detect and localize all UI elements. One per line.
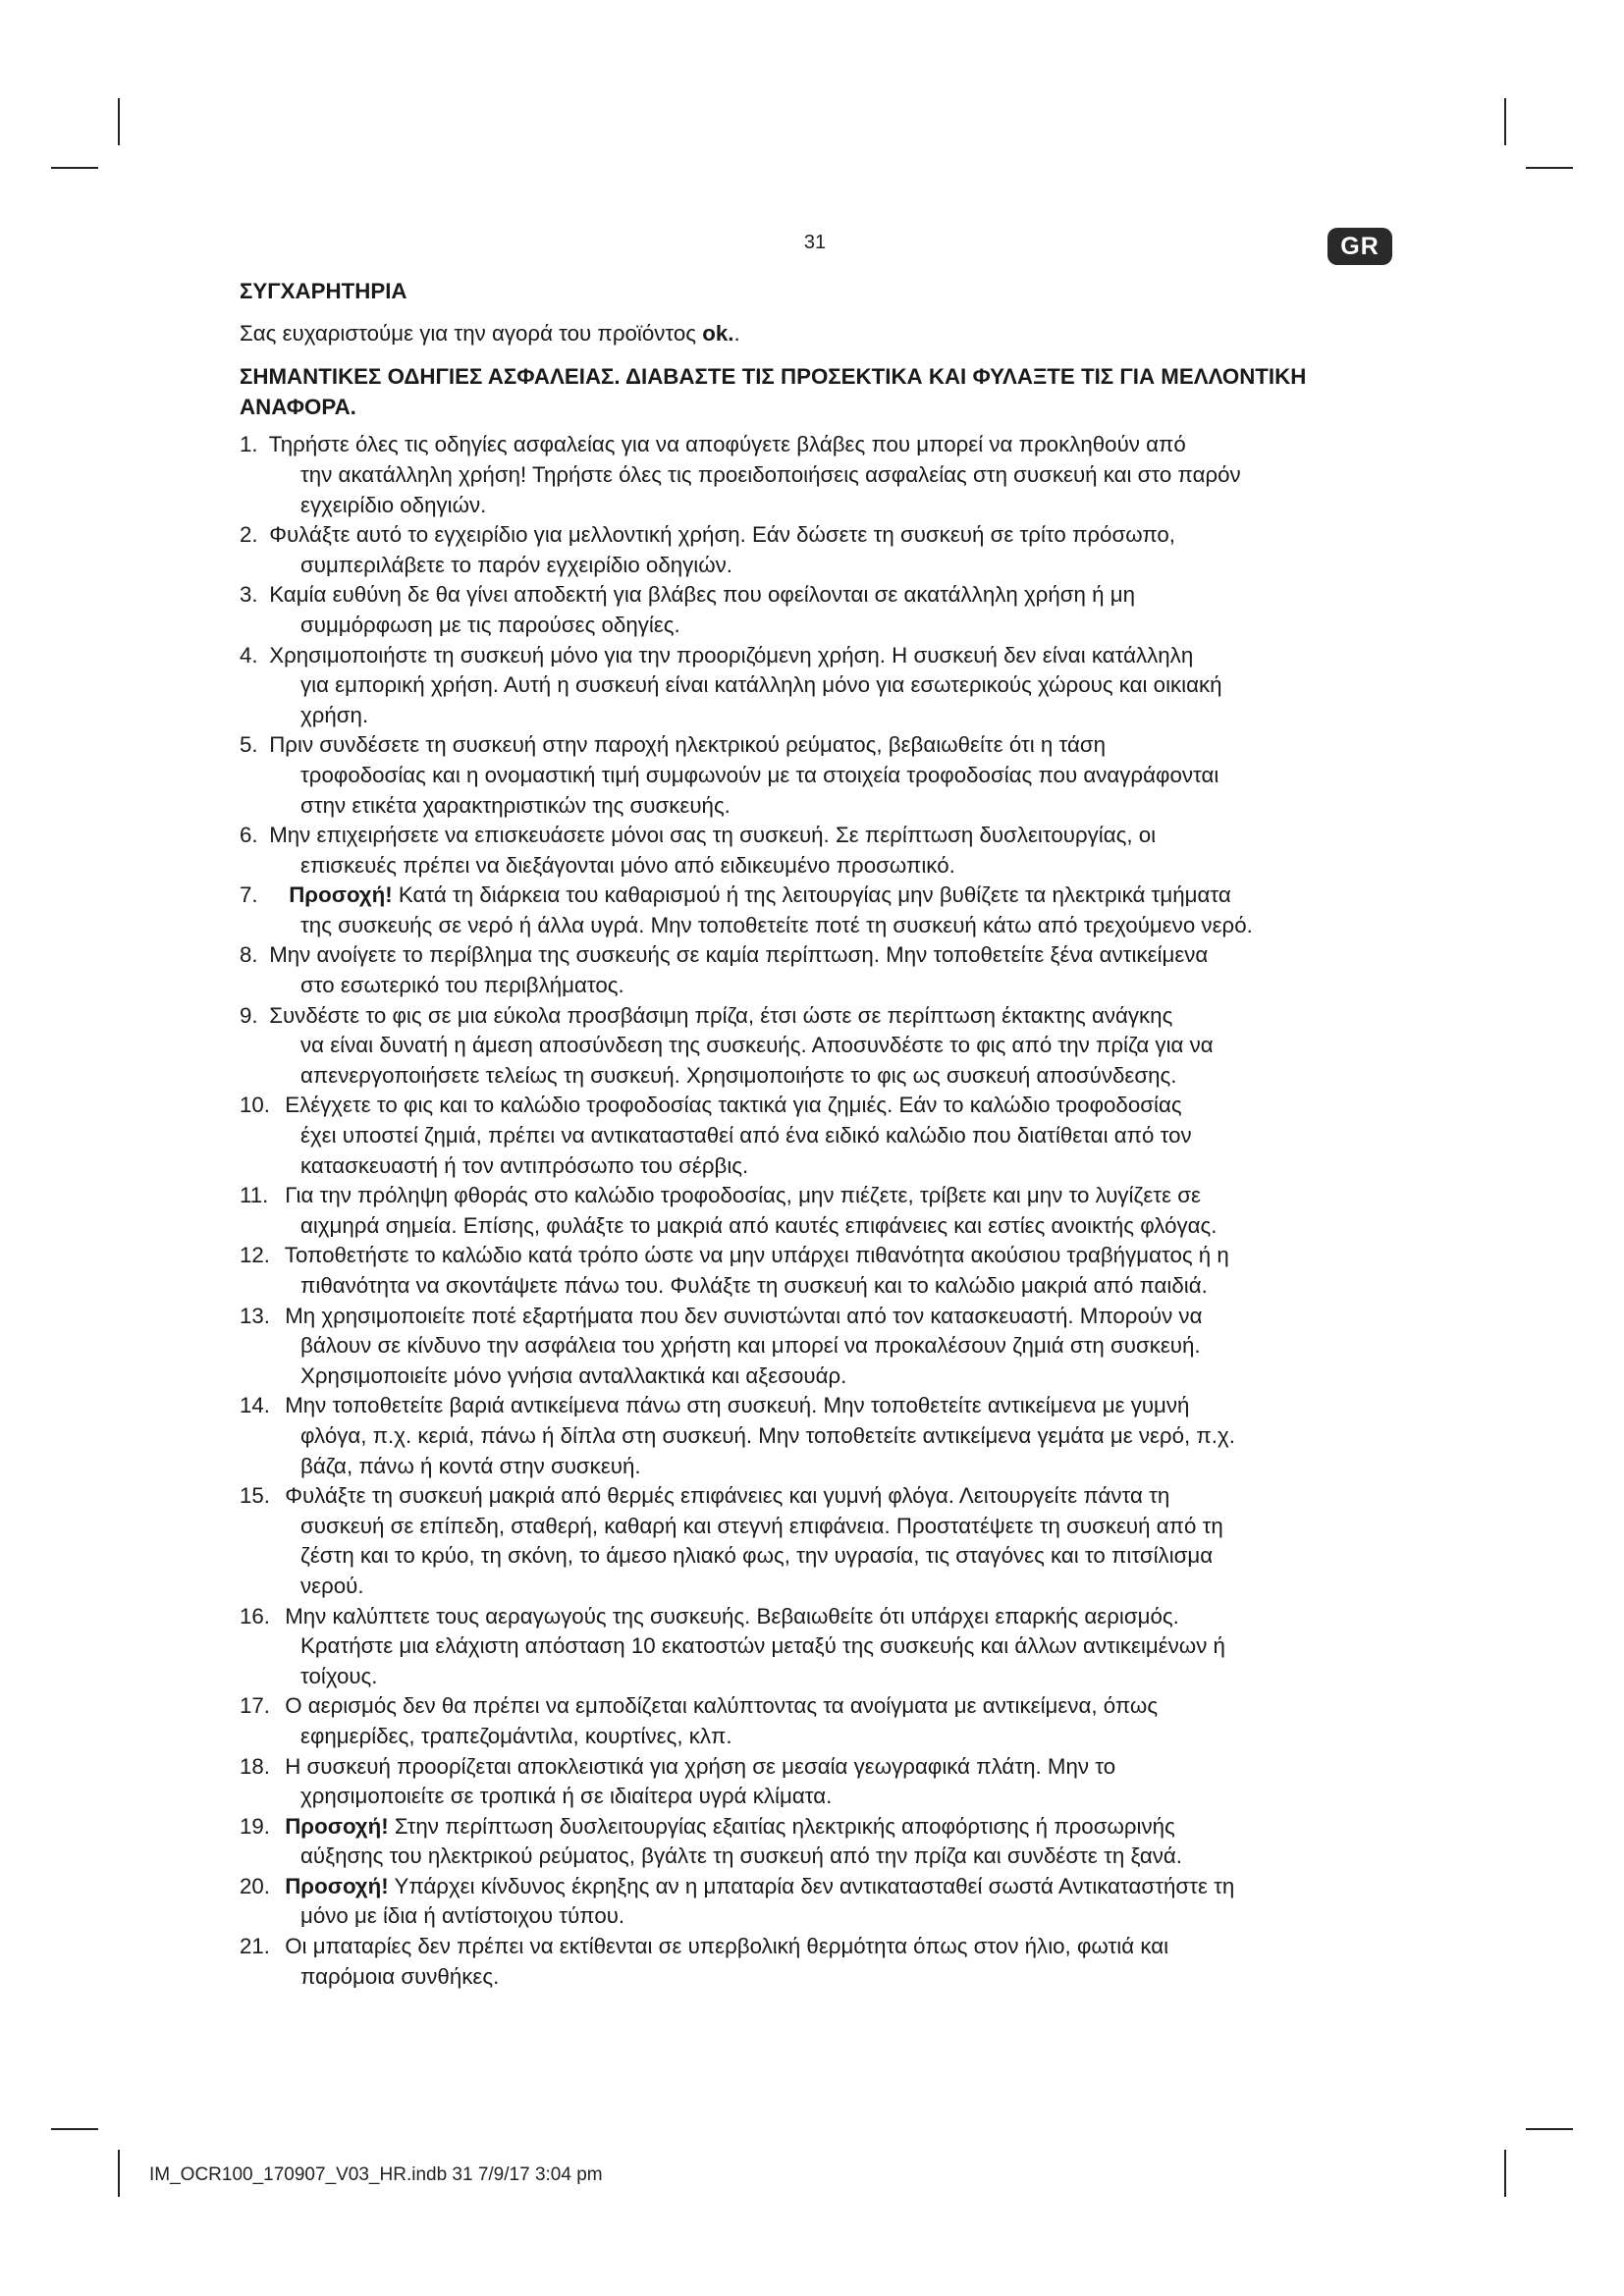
line-text: Καμία ευθύνη δε θα γίνει αποδεκτή για βλάβες που οφείλονται σε ακατάλληλη χρήση ή μη — [269, 582, 1135, 608]
warning-label: Προσοχή! — [289, 882, 393, 908]
line-text: Υπάρχει κίνδυνος έκρηξης αν η μπαταρία δεν αντικατασταθεί σωστά Αντικαταστήστε τη — [388, 1873, 1235, 1898]
line-text: Φυλάξτε τη συσκευή μακριά από θερμές επιφάνειες και γυμνή φλόγα. Λειτουργείτε πάντα τη — [285, 1483, 1170, 1509]
safety-item-continuation-line — [240, 1512, 1394, 1542]
crop-mark-top-right-horizontal — [1526, 167, 1573, 169]
safety-item-first-line — [240, 1241, 1394, 1271]
safety-item-continuation-line — [240, 911, 1394, 941]
safety-item-continuation-line — [240, 1901, 1394, 1932]
safety-item-continuation-line — [240, 1151, 1394, 1182]
line-text: να είναι δυνατή η άμεση αποσύνδεση της συσκευής. Αποσυνδέστε το φις από την πρίζα για να — [300, 1033, 1214, 1058]
safety-item — [240, 1752, 1394, 1812]
safety-item-continuation-line — [240, 460, 1394, 491]
line-text: Μην τοποθετείτε βαριά αντικείμενα πάνω στη συσκευή. Μην τοποθετείτε αντικείμενα με γυμνή — [285, 1393, 1190, 1418]
safety-item — [240, 430, 1394, 520]
item-number: 3. — [240, 582, 258, 608]
item-number: 19. — [240, 1813, 270, 1839]
safety-item-continuation-line — [240, 1662, 1394, 1692]
safety-item-first-line — [240, 1872, 1394, 1902]
safety-item — [240, 1691, 1394, 1751]
language-badge: GR — [1327, 228, 1392, 265]
warning-label: Προσοχή! — [285, 1873, 389, 1898]
line-text: βάζα, πάνω ή κοντά στην συσκευή. — [300, 1453, 641, 1478]
item-number: 12. — [240, 1243, 270, 1268]
item-number: 7. — [240, 882, 258, 908]
line-text: στο εσωτερικό του περιβλήματος. — [300, 973, 624, 998]
line-text: Ο αερισμός δεν θα πρέπει να εμποδίζεται καλύπτοντας τα ανοίγματα με αντικείμενα, όπως — [285, 1693, 1159, 1719]
safety-item-continuation-line — [240, 1842, 1394, 1872]
brand-name: ok. — [702, 320, 734, 346]
safety-item-continuation-line — [240, 1271, 1394, 1302]
safety-item-continuation-line — [240, 851, 1394, 881]
line-text: Συνδέστε το φις σε μια εύκολα προσβάσιμη πρίζα, έτσι ώστε σε περίπτωση έκτακτης ανάγκης — [269, 1002, 1173, 1028]
safety-item-first-line — [240, 1302, 1394, 1332]
item-number: 6. — [240, 823, 258, 848]
safety-item-continuation-line — [240, 791, 1394, 822]
line-text: παρόμοια συνθήκες. — [300, 1963, 500, 1989]
item-number: 1. — [240, 432, 258, 457]
line-text: Μην καλύπτετε τους αεραγωγούς της συσκευής. Βεβαιωθείτε ότι υπάρχει επαρκής αερισμός. — [285, 1603, 1179, 1629]
line-text: αιχμηρά σημεία. Επίσης, φυλάξτε το μακριά από καυτές επιφάνειες και εστίες ανοικτής φλόγας. — [300, 1212, 1218, 1238]
safety-item-first-line — [240, 1932, 1394, 1962]
safety-item-continuation-line — [240, 1211, 1394, 1242]
line-text: εφημερίδες, τραπεζομάντιλα, κουρτίνες, κλπ. — [300, 1723, 732, 1748]
safety-item-continuation-line — [240, 1031, 1394, 1061]
line-text: τοίχους. — [300, 1663, 378, 1688]
safety-item-continuation-line — [240, 1541, 1394, 1572]
line-text: Τοποθετήστε το καλώδιο κατά τρόπο ώστε να μην υπάρχει πιθανότητα ακούσιου τραβήγματος ή η — [284, 1243, 1229, 1268]
safety-instructions-list — [240, 430, 1394, 1992]
line-text: Στην περίπτωση δυσλειτουργίας εξαιτίας ηλεκτρικής αποφόρτισης ή προσωρινής — [388, 1813, 1175, 1839]
safety-item-continuation-line — [240, 701, 1394, 731]
safety-item — [240, 940, 1394, 1000]
line-text: Κατά τη διάρκεια του καθαρισμού ή της λειτουργίας μην βυθίζετε τα ηλεκτρικά τμήματα — [392, 882, 1231, 908]
line-text: μόνο με ίδια ή αντίστοιχου τύπου. — [300, 1903, 625, 1929]
line-text: επισκευές πρέπει να διεξάγονται μόνο από ειδικευμένο προσωπικό. — [300, 852, 955, 878]
line-text: Χρησιμοποιήστε τη συσκευή μόνο για την προοριζόμενη χρήση. Η συσκευή δεν είναι κατάλληλη — [269, 642, 1194, 667]
safety-item-continuation-line — [240, 1631, 1394, 1662]
safety-item-continuation-line — [240, 1572, 1394, 1602]
safety-item-first-line — [240, 1812, 1394, 1842]
safety-item-continuation-line — [240, 551, 1394, 581]
line-text: Τηρήστε όλες τις οδηγίες ασφαλείας για να αποφύγετε βλάβες που μπορεί να προκληθούν από — [268, 432, 1186, 457]
item-number: 13. — [240, 1303, 270, 1328]
safety-item — [240, 1872, 1394, 1932]
safety-item-continuation-line — [240, 761, 1394, 791]
safety-item-first-line — [240, 1091, 1394, 1121]
safety-item-continuation-line — [240, 670, 1394, 701]
crop-mark-bottom-left-horizontal — [51, 2128, 98, 2130]
item-number: 17. — [240, 1693, 270, 1719]
safety-item-continuation-line — [240, 971, 1394, 1001]
safety-item-continuation-line — [240, 611, 1394, 641]
safety-item — [240, 520, 1394, 580]
item-number: 15. — [240, 1483, 270, 1509]
safety-item-first-line — [240, 821, 1394, 851]
page-number: 31 — [803, 232, 827, 253]
item-number: 20. — [240, 1873, 270, 1898]
safety-item-first-line — [240, 641, 1394, 671]
crop-mark-bottom-right-vertical — [1504, 2150, 1506, 2197]
safety-item-first-line — [240, 1602, 1394, 1632]
item-number: 11. — [240, 1183, 269, 1208]
safety-item — [240, 1391, 1394, 1481]
line-text: τροφοδοσίας και η ονομαστική τιμή συμφωνούν με τα στοιχεία τροφοδοσίας που αναγράφονται — [300, 762, 1219, 787]
safety-item-continuation-line — [240, 1722, 1394, 1752]
line-text: πιθανότητα να σκοντάψετε πάνω του. Φυλάξτε τη συσκευή και το καλώδιο μακριά από παιδιά. — [300, 1273, 1208, 1298]
line-text: βάλουν σε κίνδυνο την ασφάλεια του χρήστη και μπορεί να προκαλέσουν ζημιά στη συσκευή. — [300, 1333, 1201, 1359]
safety-item-first-line — [240, 1691, 1394, 1722]
safety-item — [240, 1241, 1394, 1301]
thanks-end: . — [733, 320, 740, 346]
safety-item-continuation-line — [240, 1962, 1394, 1993]
line-text: Μην ανοίγετε το περίβλημα της συσκευής σε καμία περίπτωση. Μην τοποθετείτε ξένα αντικείμενα — [269, 942, 1209, 968]
thanks-text: Σας ευχαριστούμε για την αγορά του προϊόντος — [240, 320, 703, 346]
print-imprint: IM_OCR100_170907_V03_HR.indb 31 7/9/17 3:04 pm — [149, 2164, 603, 2185]
crop-mark-top-right-vertical — [1504, 98, 1506, 145]
line-text: Φυλάξτε αυτό το εγχειρίδιο για μελλοντική χρήση. Εάν δώσετε τη συσκευή σε τρίτο πρόσωπο, — [269, 522, 1175, 548]
item-number: 10. — [240, 1093, 270, 1118]
line-text: χρησιμοποιείτε σε τροπικά ή σε ιδιαίτερα υγρά κλίματα. — [300, 1784, 833, 1809]
warning-label: Προσοχή! — [285, 1813, 389, 1839]
line-text: Κρατήστε μια ελάχιστη απόσταση 10 εκατοστών μεταξύ της συσκευής και άλλων αντικειμένων ή — [300, 1633, 1225, 1659]
crop-mark-bottom-right-horizontal — [1526, 2128, 1573, 2130]
safety-item-continuation-line — [240, 1782, 1394, 1812]
safety-item-continuation-line — [240, 491, 1394, 521]
safety-item-first-line — [240, 1391, 1394, 1421]
line-text: Μη χρησιμοποιείτε ποτέ εξαρτήματα που δεν συνιστώνται από τον κατασκευαστή. Μπορούν να — [285, 1303, 1203, 1328]
safety-item — [240, 1001, 1394, 1092]
item-number: 2. — [240, 522, 258, 548]
safety-item-first-line — [240, 520, 1394, 551]
congrats-title: ΣΥΓΧΑΡΗΤΗΡΙΑ — [240, 279, 407, 303]
safety-item-first-line — [240, 881, 1394, 911]
item-number: 4. — [240, 642, 258, 667]
item-number: 8. — [240, 942, 258, 968]
item-number: 5. — [240, 732, 258, 758]
item-number: 14. — [240, 1393, 270, 1418]
safety-item — [240, 1812, 1394, 1872]
line-text: εγχειρίδιο οδηγιών. — [300, 492, 487, 517]
item-number: 21. — [240, 1934, 270, 1959]
safety-item-continuation-line — [240, 1331, 1394, 1362]
line-text: Χρησιμοποιείτε μόνο γνήσια ανταλλακτικά και αξεσουάρ. — [300, 1362, 847, 1388]
line-text: της συσκευής σε νερό ή άλλα υγρά. Μην τοποθετείτε ποτέ τη συσκευή κάτω από τρεχούμενο νερό. — [300, 912, 1253, 937]
line-text: απενεργοποιήσετε τελείως τη συσκευή. Χρησιμοποιήστε το φις ως συσκευή αποσύνδεσης. — [300, 1062, 1177, 1088]
line-text: Μην επιχειρήσετε να επισκευάσετε μόνοι σας τη συσκευή. Σε περίπτωση δυσλειτουργίας, οι — [269, 823, 1157, 848]
safety-item — [240, 1932, 1394, 1992]
line-text: την ακατάλληλη χρήση! Τηρήστε όλες τις προειδοποιήσεις ασφαλείας στη συσκευή και στο παρόν — [300, 461, 1241, 487]
line-text: Η συσκευή προορίζεται αποκλειστικά για χρήση σε μεσαία γεωγραφικά πλάτη. Μην το — [285, 1753, 1116, 1779]
document-body — [240, 277, 1394, 1992]
safety-item-continuation-line — [240, 1421, 1394, 1452]
safety-item-continuation-line — [240, 1061, 1394, 1092]
safety-item — [240, 1481, 1394, 1601]
item-number: 16. — [240, 1603, 270, 1629]
safety-item — [240, 730, 1394, 821]
safety-item — [240, 641, 1394, 731]
safety-item-continuation-line — [240, 1452, 1394, 1482]
line-text: Οι μπαταρίες δεν πρέπει να εκτίθενται σε υπερβολική θερμότητα όπως στον ήλιο, φωτιά και — [285, 1934, 1169, 1959]
safety-item-first-line — [240, 1481, 1394, 1512]
line-text: στην ετικέτα χαρακτηριστικών της συσκευής. — [300, 792, 731, 818]
line-text: για εμπορική χρήση. Αυτή η συσκευή είναι κατάλληλη μόνο για εσωτερικούς χώρους και οικιακή — [300, 672, 1222, 698]
line-text: συσκευή σε επίπεδη, σταθερή, καθαρή και στεγνή επιφάνεια. Προστατέψετε τη συσκευή από τη — [300, 1513, 1223, 1538]
safety-title: ΣΗΜΑΝΤΙΚΕΣ ΟΔΗΓΙΕΣ ΑΣΦΑΛΕΙΑΣ. ΔΙΑΒΑΣΤΕ ΤΙΣ ΠΡΟΣΕΚΤΙΚΑ ΚΑΙ ΦΥΛΑΞΤΕ ΤΙΣ ΓΙΑ ΜΕΛΛΟΝΤΙΚΗ ΑΝΑΦΟΡΑ. — [240, 364, 1307, 419]
safety-item-first-line — [240, 580, 1394, 611]
safety-item-first-line — [240, 430, 1394, 460]
line-text: φλόγα, π.χ. κεριά, πάνω ή δίπλα στη συσκευή. Μην τοποθετείτε αντικείμενα γεμάτα με νερό, π.χ. — [300, 1422, 1235, 1448]
line-text: νερού. — [300, 1573, 364, 1598]
item-number: 9. — [240, 1002, 258, 1028]
safety-item — [240, 1181, 1394, 1241]
safety-item — [240, 1602, 1394, 1692]
safety-item-continuation-line — [240, 1362, 1394, 1392]
safety-item-first-line — [240, 1001, 1394, 1032]
safety-item-first-line — [240, 1181, 1394, 1211]
safety-item-first-line — [240, 1752, 1394, 1783]
line-text: Ελέγχετε το φις και το καλώδιο τροφοδοσίας τακτικά για ζημιές. Εάν το καλώδιο τροφοδοσίας — [285, 1093, 1182, 1118]
line-text: χρήση. — [300, 702, 369, 727]
line-text: Πριν συνδέσετε τη συσκευή στην παροχή ηλεκτρικού ρεύματος, βεβαιωθείτε ότι η τάση — [269, 732, 1107, 758]
line-text: αύξησης του ηλεκτρικού ρεύματος, βγάλτε τη συσκευή από την πρίζα και συνδέστε τη ξανά. — [300, 1843, 1182, 1869]
safety-item — [240, 1091, 1394, 1181]
item-number: 18. — [240, 1753, 270, 1779]
line-text: κατασκευαστή ή τον αντιπρόσωπο του σέρβις. — [300, 1152, 749, 1178]
safety-item — [240, 881, 1394, 940]
line-text: έχει υποστεί ζημιά, πρέπει να αντικατασταθεί από ένα ειδικό καλώδιο που διατίθεται από τον — [300, 1123, 1192, 1148]
safety-item — [240, 580, 1394, 640]
safety-item-first-line — [240, 940, 1394, 971]
line-text: συμπεριλάβετε το παρόν εγχειρίδιο οδηγιών. — [300, 552, 732, 577]
line-text: ζέστη και το κρύο, τη σκόνη, το άμεσο ηλιακό φως, την υγρασία, τις σταγόνες και το πιτσίλισμα — [300, 1543, 1214, 1569]
safety-item-first-line — [240, 730, 1394, 761]
thanks-line — [240, 319, 1394, 349]
safety-item-continuation-line — [240, 1121, 1394, 1151]
crop-mark-top-left-horizontal — [51, 167, 98, 169]
crop-mark-bottom-left-vertical — [118, 2150, 120, 2197]
line-text: Για την πρόληψη φθοράς στο καλώδιο τροφοδοσίας, μην πιέζετε, τρίβετε και μην το λυγίζετε σε — [285, 1183, 1201, 1208]
safety-item — [240, 821, 1394, 881]
line-text: συμμόρφωση με τις παρούσες οδηγίες. — [300, 612, 680, 637]
safety-item — [240, 1302, 1394, 1392]
crop-mark-top-left-vertical — [118, 98, 120, 145]
